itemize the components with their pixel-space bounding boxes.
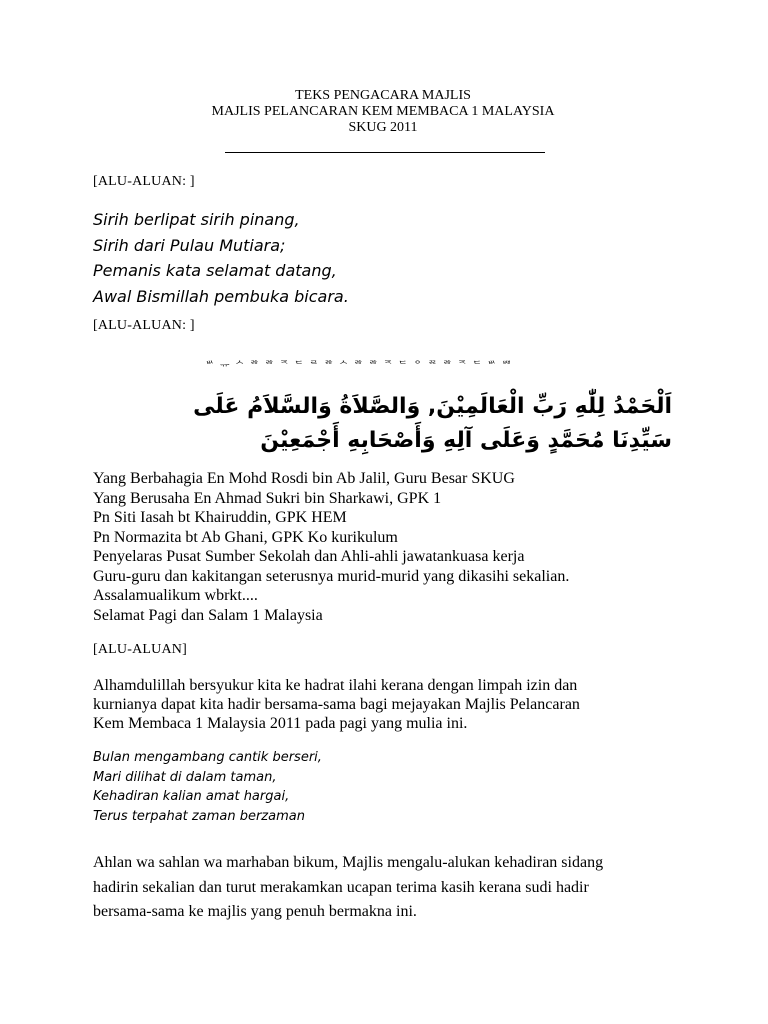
document-header: [190, 88, 576, 136]
pantun-line: Sirih dari Pulau Mutiara;: [93, 235, 286, 255]
second-pantun: [93, 748, 322, 826]
paragraph-line: Kem Membaca 1 Malaysia 2011 pada pagi yang mulia ini.: [93, 715, 468, 732]
pantun-line: Sirih berlipat sirih pinang,: [93, 210, 300, 229]
pantun-line: Terus terpahat zaman berzaman: [93, 808, 305, 824]
paragraph-line: Ahlan wa sahlan wa marhaban bikum, Majlis mengalu-alukan kehadiran sidang: [93, 854, 604, 871]
header-underline: [225, 152, 545, 153]
greeting-line: Assalamualikum wbrkt....: [93, 587, 258, 604]
pantun-line: Mari dilihat di dalam taman,: [93, 769, 277, 785]
greeting-line: Selamat Pagi dan Salam 1 Malaysia: [93, 606, 323, 624]
greeting-line: Yang Berusaha En Ahmad Sukri bin Sharkawi, GPK 1: [93, 489, 442, 507]
event-subtitle: SKUG 2011: [348, 120, 418, 135]
paragraph-line: Alhamdulillah bersyukur kita ke hadrat ilahi kerana dengan limpah izin dan: [93, 677, 578, 694]
arabic-line: اَلْحَمْدُ لِلّٰهِ رَبِّ الْعَالَمِيْنَ, وَالصَّلاَةُ وَالسَّلاَمُ عَلَى: [193, 394, 672, 419]
garbled-glyph-line: ᄡ ᅲ ᄉ ᄚ ᄚ ᅐ ᄃ ᄅ ᄚ ᄉ ᄚ ᄚ ᅐ ᄃ ᄋ ᄙ ᄚ ᅐ ᄃ ᄡ ᄤ: [205, 361, 513, 372]
section-label-alu-aluan-1: [ALU-ALUAN: ]: [93, 174, 195, 189]
pantun-line: Kehadiran kalian amat hargai,: [93, 789, 290, 804]
paragraph-line: hadirin sekalian dan turut merakamkan ucapan terima kasih kerana sudi hadir: [93, 878, 589, 896]
greeting-line: Yang Berbahagia En Mohd Rosdi bin Ab Jalil, Guru Besar SKUG: [93, 470, 515, 487]
opening-pantun: [93, 207, 349, 309]
greeting-line: Pn Normazita bt Ab Ghani, GPK Ko kurikulum: [93, 528, 398, 546]
section-label-alu-aluan-3: [ALU-ALUAN]: [93, 642, 187, 657]
arabic-line: سَيِّدِنَا مُحَمَّدٍ وَعَلَى آلِهِ وَأَصْحَابِهِ أَجْمَعِيْنَ: [260, 428, 672, 453]
paragraph-line: kurnianya dapat kita hadir bersama-sama bagi mejayakan Majlis Pelancaran: [93, 696, 580, 713]
section-label-alu-aluan-2: [ALU-ALUAN: ]: [93, 318, 195, 333]
greeting-line: Penyelaras Pusat Sumber Sekolah dan Ahli-ahli jawatankuasa kerja: [93, 548, 525, 565]
greeting-line: Pn Siti Iasah bt Khairuddin, GPK HEM: [93, 509, 347, 526]
greeting-line: Guru-guru dan kakitangan seterusnya murid-murid yang dikasihi sekalian.: [93, 567, 570, 585]
event-title: MAJLIS PELANCARAN KEM MEMBACA 1 MALAYSIA: [211, 104, 555, 119]
greetings-list: [93, 469, 569, 625]
arabic-opening-prayer: [140, 390, 672, 458]
paragraph-introduction: [93, 676, 653, 733]
paragraph-line: bersama-sama ke majlis yang penuh bermakna ini.: [93, 903, 417, 920]
pantun-line: Awal Bismillah pembuka bicara.: [93, 286, 349, 306]
pantun-line: Pemanis kata selamat datang,: [93, 261, 337, 280]
paragraph-welcome: [93, 851, 693, 925]
document-title: TEKS PENGACARA MAJLIS: [295, 88, 471, 103]
pantun-line: Bulan mengambang cantik berseri,: [93, 750, 322, 765]
